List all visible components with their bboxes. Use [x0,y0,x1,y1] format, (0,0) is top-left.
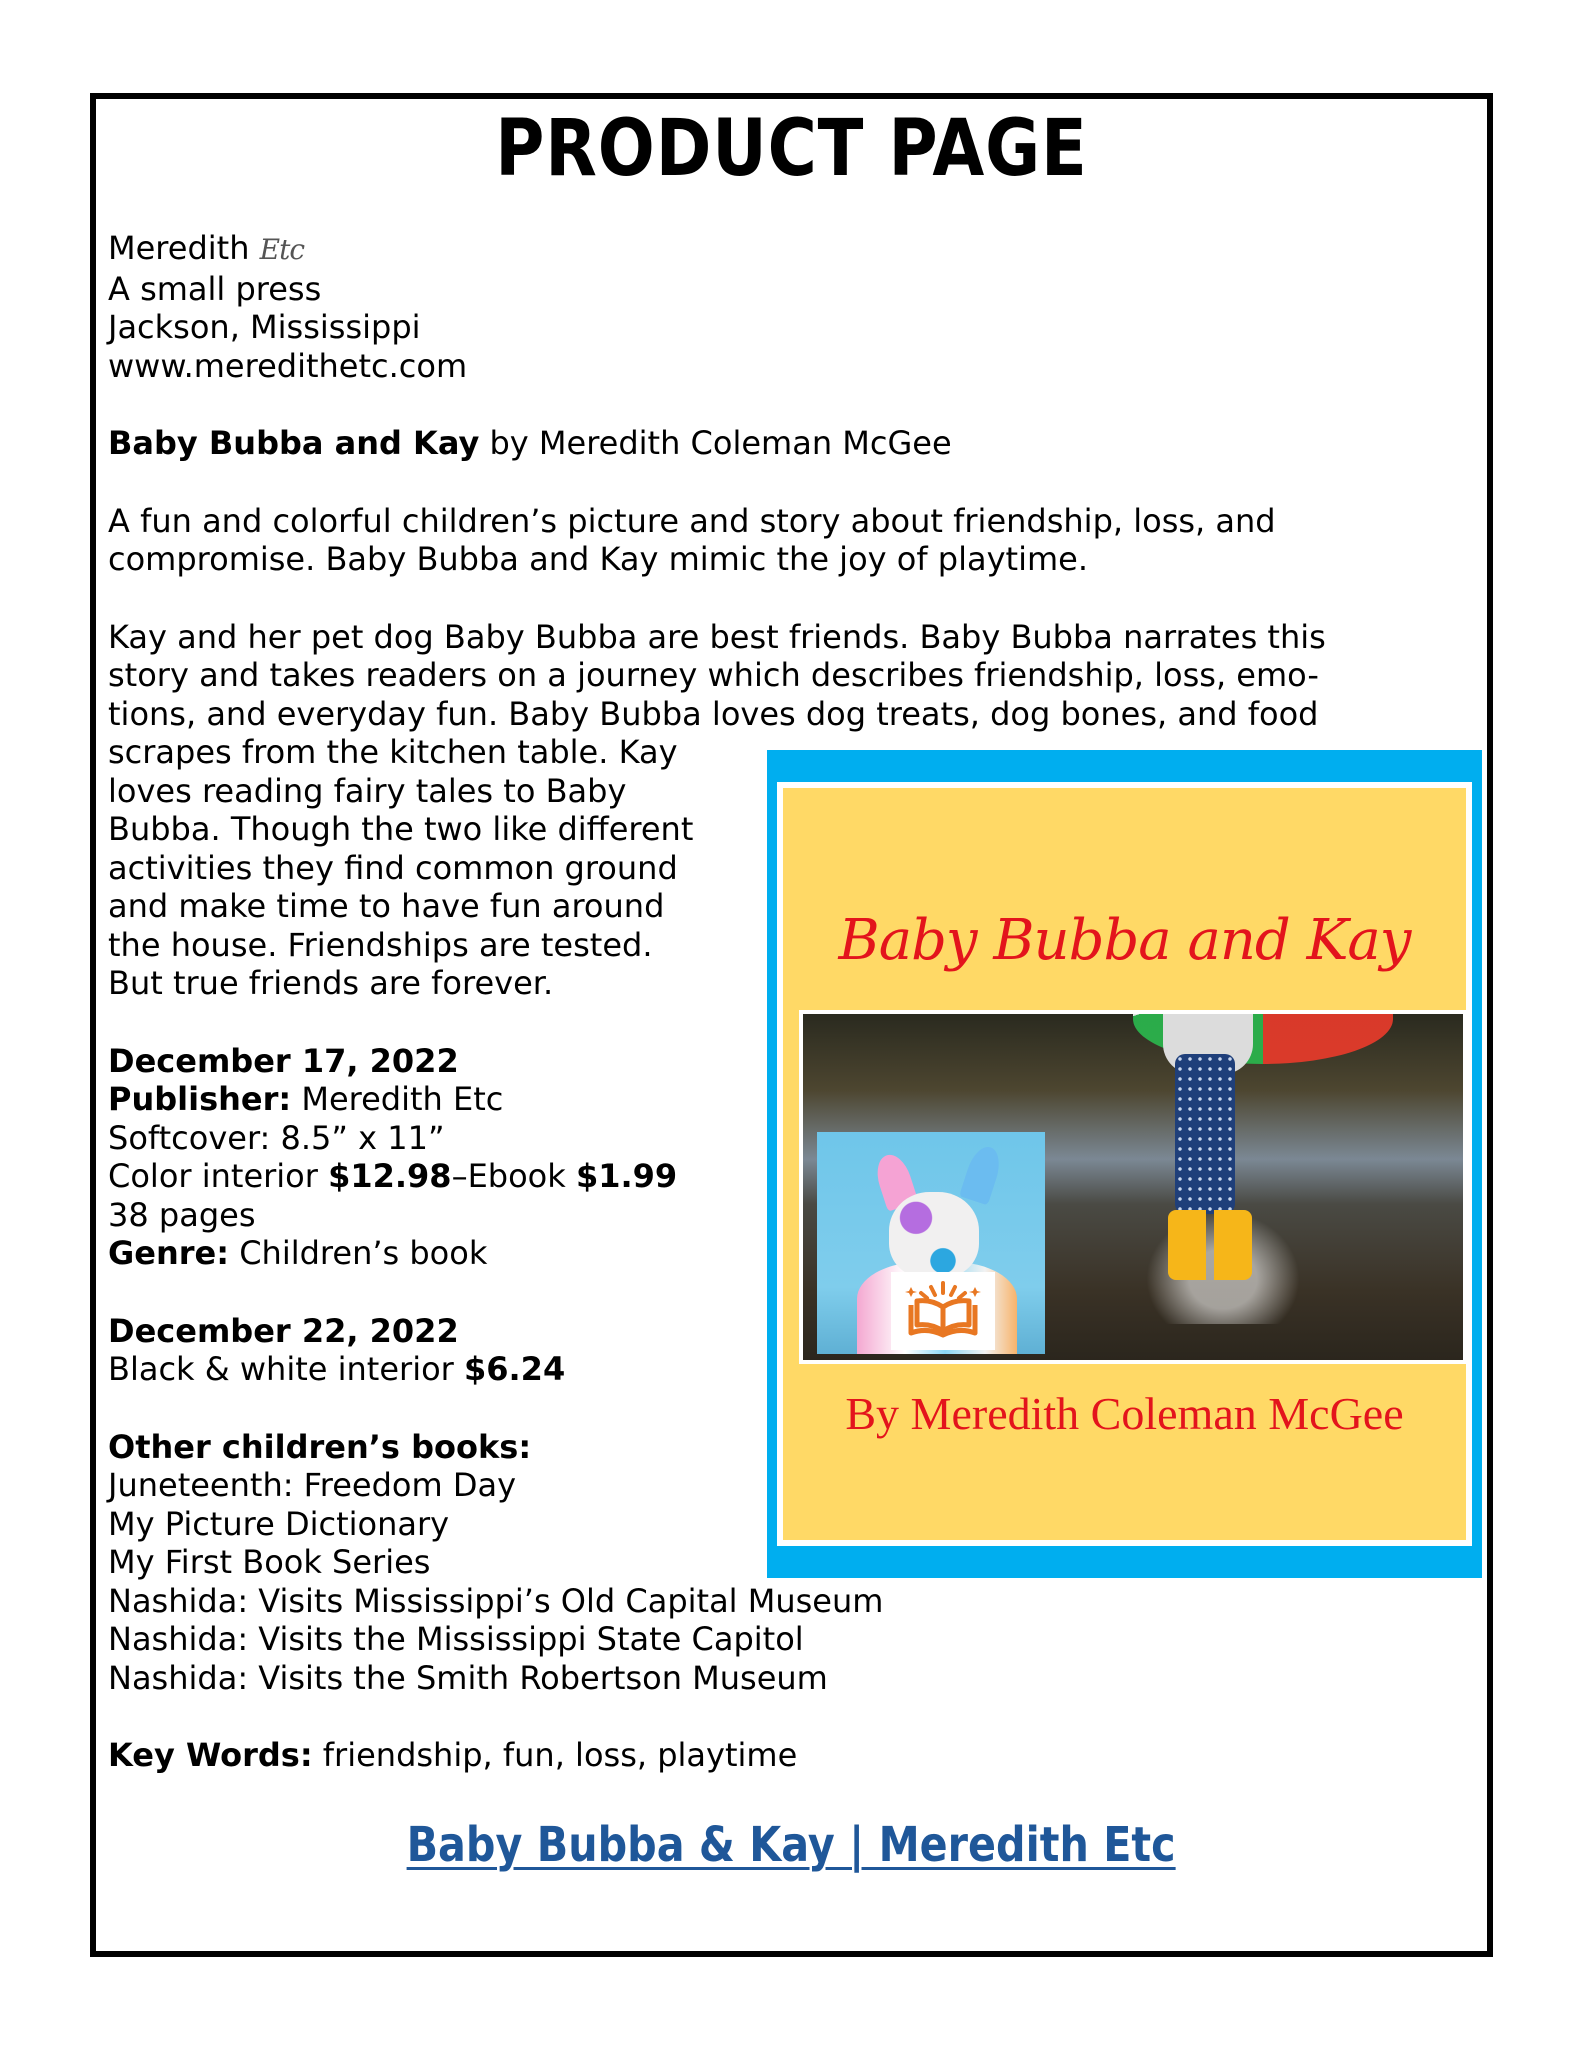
bw-interior-label: Black & white interior [108,1350,464,1388]
other-book-item: My Picture Dictionary [108,1504,450,1543]
color-interior-label: Color interior [108,1157,329,1195]
description-line: Bubba. Though the two like different [108,810,694,848]
publisher-block [108,229,1478,385]
footer-link-container [96,1817,1487,1873]
book-cover-image [767,750,1482,1578]
publisher-name: Meredith [108,229,250,267]
book-summary [108,502,1478,579]
publisher-label: Publisher: [108,1080,292,1118]
summary-line: compromise. Baby Bubba and Kay mimic the joy of playtime. [108,540,1088,578]
other-book-item: Nashida: Visits Mississippi’s Old Capital Museum [108,1581,884,1620]
dog-head [889,1192,979,1278]
other-books-heading: Other children’s books: [108,1427,532,1466]
description-line: But true friends are forever. [108,964,554,1002]
keywords-value: friendship, fun, loss, playtime [312,1736,798,1774]
cover-panel [783,788,1466,1540]
other-book-item: Nashida: Visits the Mississippi State Capitol [108,1620,804,1658]
yellow-boots [1168,1210,1252,1280]
publisher-website[interactable]: www.meredithetc.com [108,346,468,385]
keywords [108,1736,1478,1775]
genre-value: Children’s book [229,1234,488,1272]
cover-title: Baby Bubba and Kay [838,908,1411,973]
cover-author: By Meredith Coleman McGee [845,1388,1404,1439]
book-title-line [108,424,1478,463]
ebook-label: –Ebook [451,1157,576,1195]
description-line: tions, and everyday fun. Baby Bubba loves dog treats, dog bones, and food [108,694,1319,733]
bw-interior-price: $6.24 [463,1350,566,1388]
page-title: PRODUCT PAGE [495,104,1088,194]
summary-line: A fun and colorful children’s picture and story about friendship, loss, and [108,501,1276,540]
description-line: story and takes readers on a journey which describes friendship, loss, emo- [108,656,1319,694]
book-byline: by Meredith Coleman McGee [479,424,952,462]
description-line: loves reading fairy tales to Baby [108,771,627,810]
release-date: December 17, 2022 [108,1041,459,1080]
cover-photo [799,1010,1467,1364]
open-book-icon [891,1272,995,1350]
color-interior-price: $12.98 [328,1157,452,1195]
page-count: 38 pages [108,1195,256,1234]
description-line: activities they find common ground [108,848,678,887]
publisher-value: Meredith Etc [291,1080,504,1118]
other-book-item: Nashida: Visits the Smith Robertson Museum [108,1658,828,1697]
dog-photo [817,1132,1045,1354]
publisher-logo-script: Etc [259,233,305,266]
publisher-location: Jackson, Mississippi [108,308,421,346]
publisher-tagline: A small press [108,269,322,308]
keywords-label: Key Words: [108,1736,313,1774]
release-date: December 22, 2022 [108,1311,459,1350]
other-book-item: My First Book Series [108,1543,431,1581]
ebook-price: $1.99 [575,1157,678,1195]
format: Softcover: 8.5” x 11” [108,1118,445,1157]
description-wrapped [108,733,758,1003]
description-line: scrapes from the kitchen table. Kay [108,733,678,771]
description-line: Kay and her pet dog Baby Bubba are best friends. Baby Bubba narrates this [108,617,1326,656]
description-line: the house. Friendships are tested. [108,925,653,964]
book-title: Baby Bubba and Kay [108,424,480,462]
book-page-link[interactable]: Baby Bubba & Kay | Meredith Etc [406,1817,1177,1873]
other-book-item: Juneteenth: Freedom Day [108,1466,516,1504]
description-line: and make time to have fun around [108,887,665,925]
genre-label: Genre: [108,1234,230,1272]
